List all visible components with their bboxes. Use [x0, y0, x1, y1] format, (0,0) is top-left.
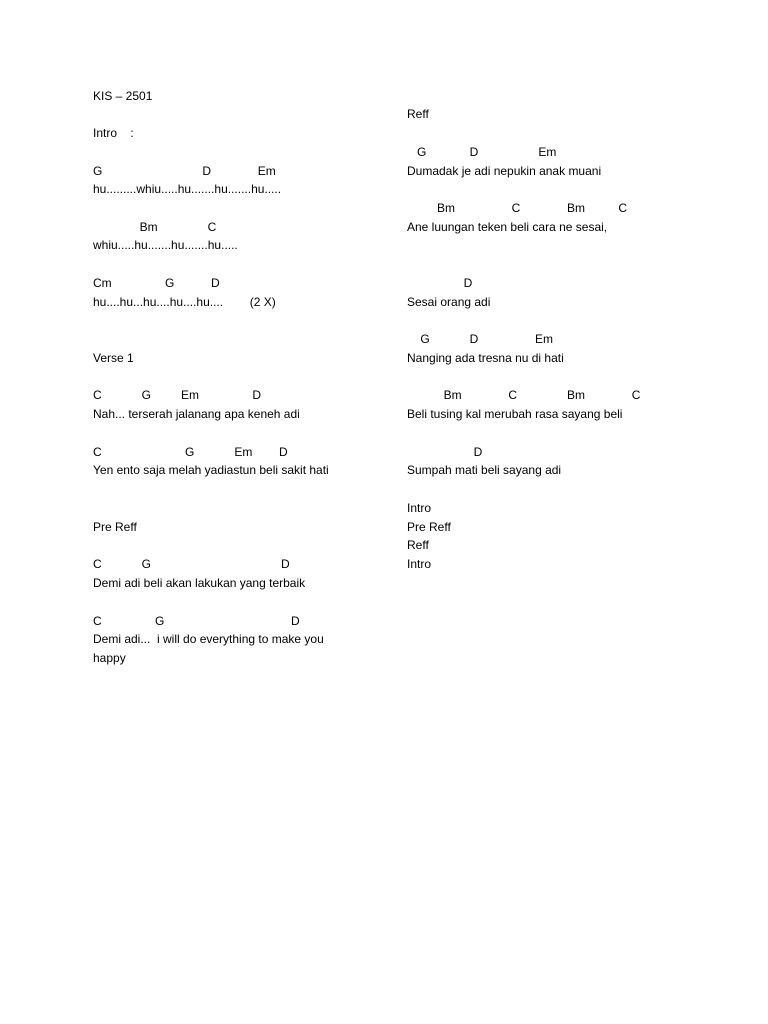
lyric-line: Demi adi beli akan lakukan yang terbaik — [93, 576, 306, 590]
chord-line: G D Em — [407, 145, 557, 159]
intro-label: Intro : — [93, 126, 134, 140]
chord-line: D — [407, 276, 473, 290]
chord-line: Bm C Bm C — [407, 388, 641, 402]
chord-line: G D Em — [93, 164, 276, 178]
lyric-line: Dumadak je adi nepukin anak muani — [407, 164, 602, 178]
lyric-line: hu.........whiu.....hu.......hu.......hu..... — [93, 182, 282, 196]
verse1-label: Verse 1 — [93, 351, 134, 365]
section-repeat: Intro — [407, 501, 432, 515]
prereff-label: Pre Reff — [93, 520, 137, 534]
section-repeat: Intro — [407, 557, 432, 571]
lyric-line: Sesai orang adi — [407, 295, 491, 309]
chord-line: Cm G D — [93, 276, 220, 290]
chord-line: D — [407, 445, 483, 459]
reff-label: Reff — [407, 107, 429, 121]
song-title: KIS – 2501 — [93, 89, 153, 103]
chord-line: C G Em D — [93, 445, 288, 459]
chord-line: C G D — [93, 557, 290, 571]
chord-line: C G Em D — [93, 388, 262, 402]
chord-line: G D Em — [407, 332, 554, 346]
lyric-line: Ane luungan teken beli cara ne sesai, — [407, 220, 608, 234]
chord-line: Bm C Bm C — [407, 201, 628, 215]
section-repeat: Pre Reff — [407, 520, 451, 534]
chord-line: Bm C — [93, 220, 217, 234]
lyric-line: Beli tusing kal merubah rasa sayang beli — [407, 407, 623, 421]
lyric-line: Yen ento saja melah yadiastun beli sakit hati — [93, 463, 329, 477]
section-repeat: Reff — [407, 538, 429, 552]
lyric-line: Sumpah mati beli sayang adi — [407, 463, 562, 477]
chord-line: C G D — [93, 614, 300, 628]
lyric-line: happy — [93, 651, 126, 665]
lyric-line: Nanging ada tresna nu di hati — [407, 351, 564, 365]
lyric-line: Demi adi... i will do everything to make you — [93, 632, 324, 646]
lyric-line: hu....hu...hu....hu....hu.... (2 X) — [93, 295, 276, 309]
lyric-line: Nah... terserah jalanang apa keneh adi — [93, 407, 300, 421]
lyric-line: whiu.....hu.......hu.......hu..... — [93, 238, 238, 252]
